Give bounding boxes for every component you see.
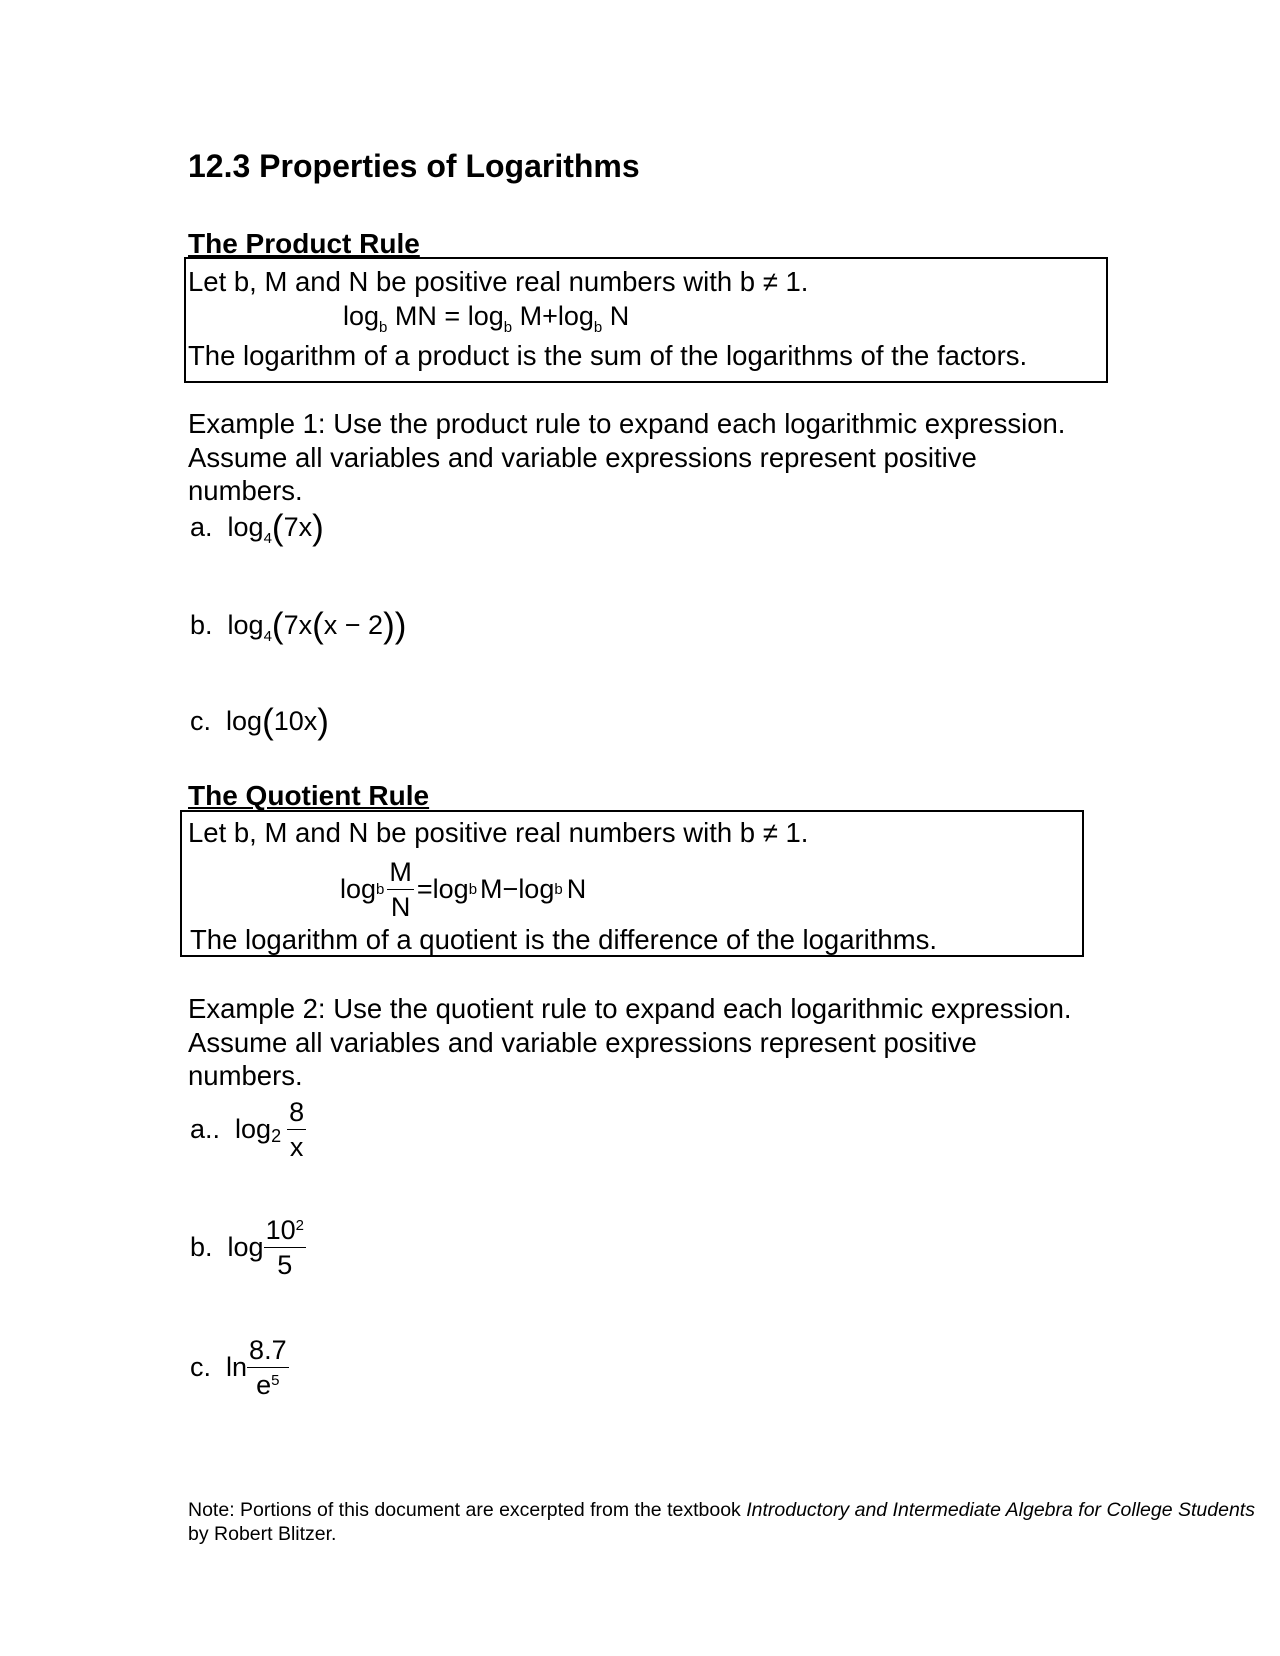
quotient-rule-hypothesis: Let b, M and N be positive real numbers with b ≠ 1. [188,817,809,848]
product-rule-box [184,257,1108,383]
quotient-rule-formula: log b $\frac{M}{N}$ = log b M − log b N [340,857,587,923]
example1-item-a: a. $\log_4(7x)$ [190,508,324,547]
quotient-rule-heading: The Quotient Rule [188,780,430,811]
quotient-rule-statement: The logarithm of a quotient is the difference of the logarithms. [190,924,937,955]
example2-item-b: b. log $\frac{10^2}{5}$ [190,1215,304,1281]
example2-item-a: a.. log 2 $\frac{8}{x}$ [190,1097,305,1163]
product-rule-heading: The Product Rule [188,228,420,259]
example2-item-c: c. ln $\frac{8.7}{e^5}$ [190,1335,287,1401]
page-title: 12.3 Properties of Logarithms [188,148,640,184]
example1-item-b: b. $\log_4(7x(x - 2))$ [190,606,407,645]
quotient-rule-box [180,810,1084,957]
example1-text: Example 1: Use the product rule to expand each logarithmic expression. Assume all variables and variable expressions represent positive numbers. [188,408,1066,506]
product-rule-statement: The logarithm of a product is the sum of the logarithms of the factors. [188,340,1028,371]
product-rule-formula: $\log_b$ MN = $\log_b M+\log_b$ N [343,301,630,336]
source-note: Note: Portions of this document are excerpted from the textbook Introductory and Intermediate Algebra for College Students by Robert Blitzer. [188,1499,1255,1545]
example2-text: Example 2: Use the quotient rule to expand each logarithmic expression. Assume all variables and variable expressions represent positive numbers. [188,993,1072,1091]
product-rule-hypothesis: Let b, M and N be positive real numbers with b ≠ 1. [188,266,809,297]
example1-item-c: c. log(10x) [190,702,329,741]
